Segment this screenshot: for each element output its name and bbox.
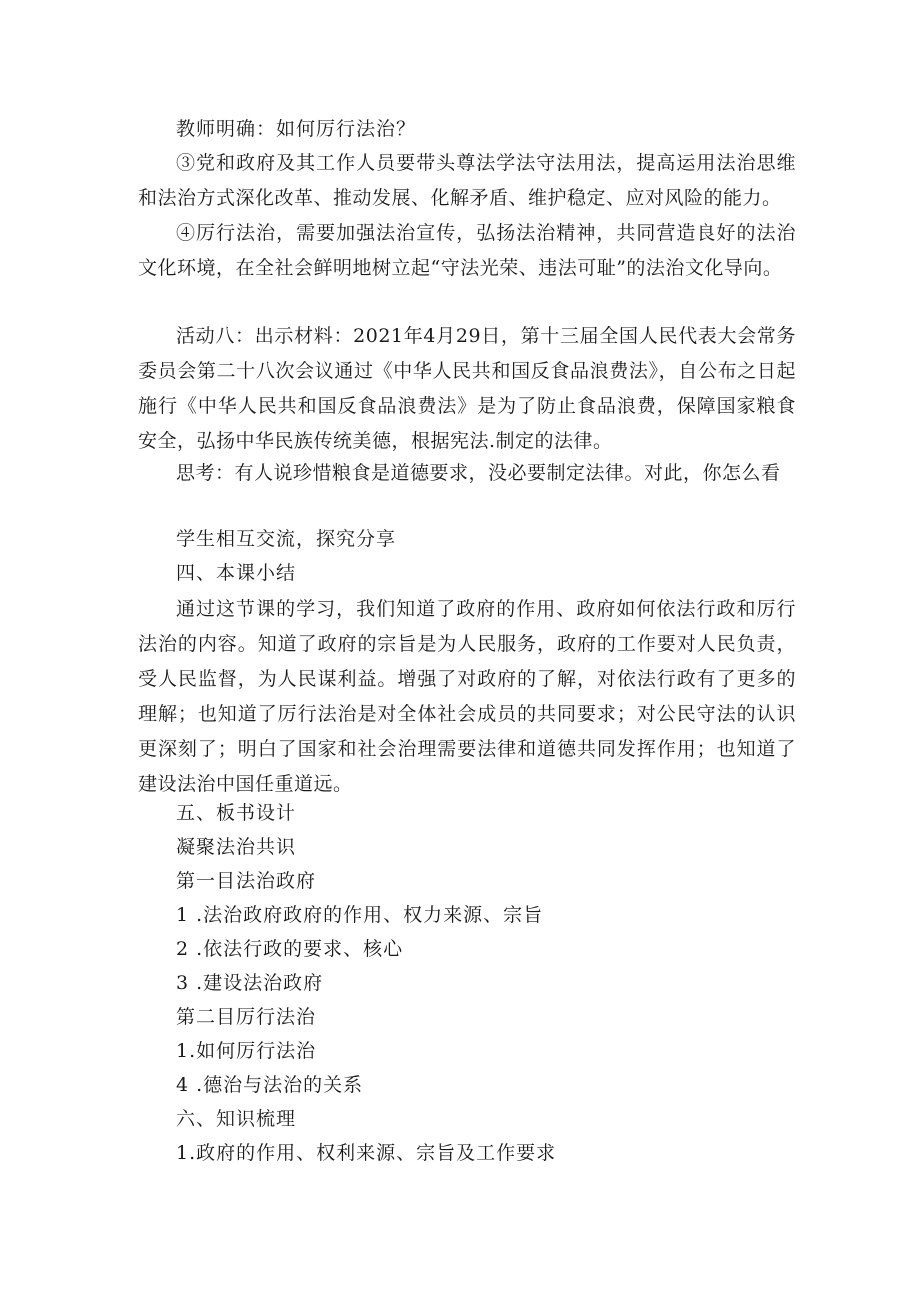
- board-item-5: 4 .德治与法治的关系: [176, 1074, 364, 1096]
- board-item-4: 1.如何厉行法治: [176, 1040, 317, 1062]
- knowledge-item-1: 1.政府的作用、权利来源、宗旨及工作要求: [176, 1142, 557, 1164]
- board-item-1: 1 .法治政府政府的作用、权力来源、宗旨: [176, 904, 544, 926]
- board-part-1-heading: 第一目法治政府: [176, 870, 317, 892]
- section-5-heading: 五、板书设计: [176, 802, 297, 824]
- activity-8-paragraph: 活动八：出示材料：2021年4月29日，第十三届全国人民代表大会常务委员会第二十八次会议通过《中华人民共和国反食品浪费法》，自公布之日起施行《中华人民共和国反食品浪费法》是为了防止食品浪费，保障国家粮食安全，弘扬中华民族传统美德，根据宪法.制定的法律。: [138, 325, 796, 452]
- section-6-heading: 六、知识梳理: [176, 1108, 297, 1130]
- teacher-clarify-text: 教师明确：如何厉行法治？: [176, 118, 417, 140]
- board-item-2: 2 .依法行政的要求、核心: [176, 938, 404, 960]
- section-4-heading: 四、本课小结: [176, 562, 297, 584]
- student-share-text: 学生相互交流，探究分享: [176, 528, 397, 550]
- summary-paragraph: 通过这节课的学习，我们知道了政府的作用、政府如何依法行政和厉行法治的内容。知道了政府的宗旨是为人民服务，政府的工作要对人民负责，受人民监督，为人民谋利益。增强了对政府的了解，对依法行政有了更多的理解；也知道了厉行法治是对全体社会成员的共同要求；对公民守法的认识更深刻了；明白了国家和社会治理需要法律和道德共同发挥作用；也知道了建设法治中国任重道远。: [138, 598, 796, 795]
- think-question-paragraph: 思考：有人说珍惜粮食是道德要求，没必要制定法律。对此，你怎么看: [176, 462, 781, 484]
- board-title: 凝聚法治共识: [176, 836, 297, 858]
- board-part-2-heading: 第二目厉行法治: [176, 1006, 317, 1028]
- board-item-3: 3 .建设法治政府: [176, 972, 324, 994]
- point-4-paragraph: ④厉行法治，需要加强法治宣传，弘扬法治精神，共同营造良好的法治文化环境，在全社会鲜明地树立起“守法光荣、违法可耻”的法治文化导向。: [138, 222, 796, 279]
- point-3-paragraph: ③党和政府及其工作人员要带头尊法学法守法用法，提高运用法治思维和法治方式深化改革、推动发展、化解矛盾、维护稳定、应对风险的能力。: [138, 152, 796, 209]
